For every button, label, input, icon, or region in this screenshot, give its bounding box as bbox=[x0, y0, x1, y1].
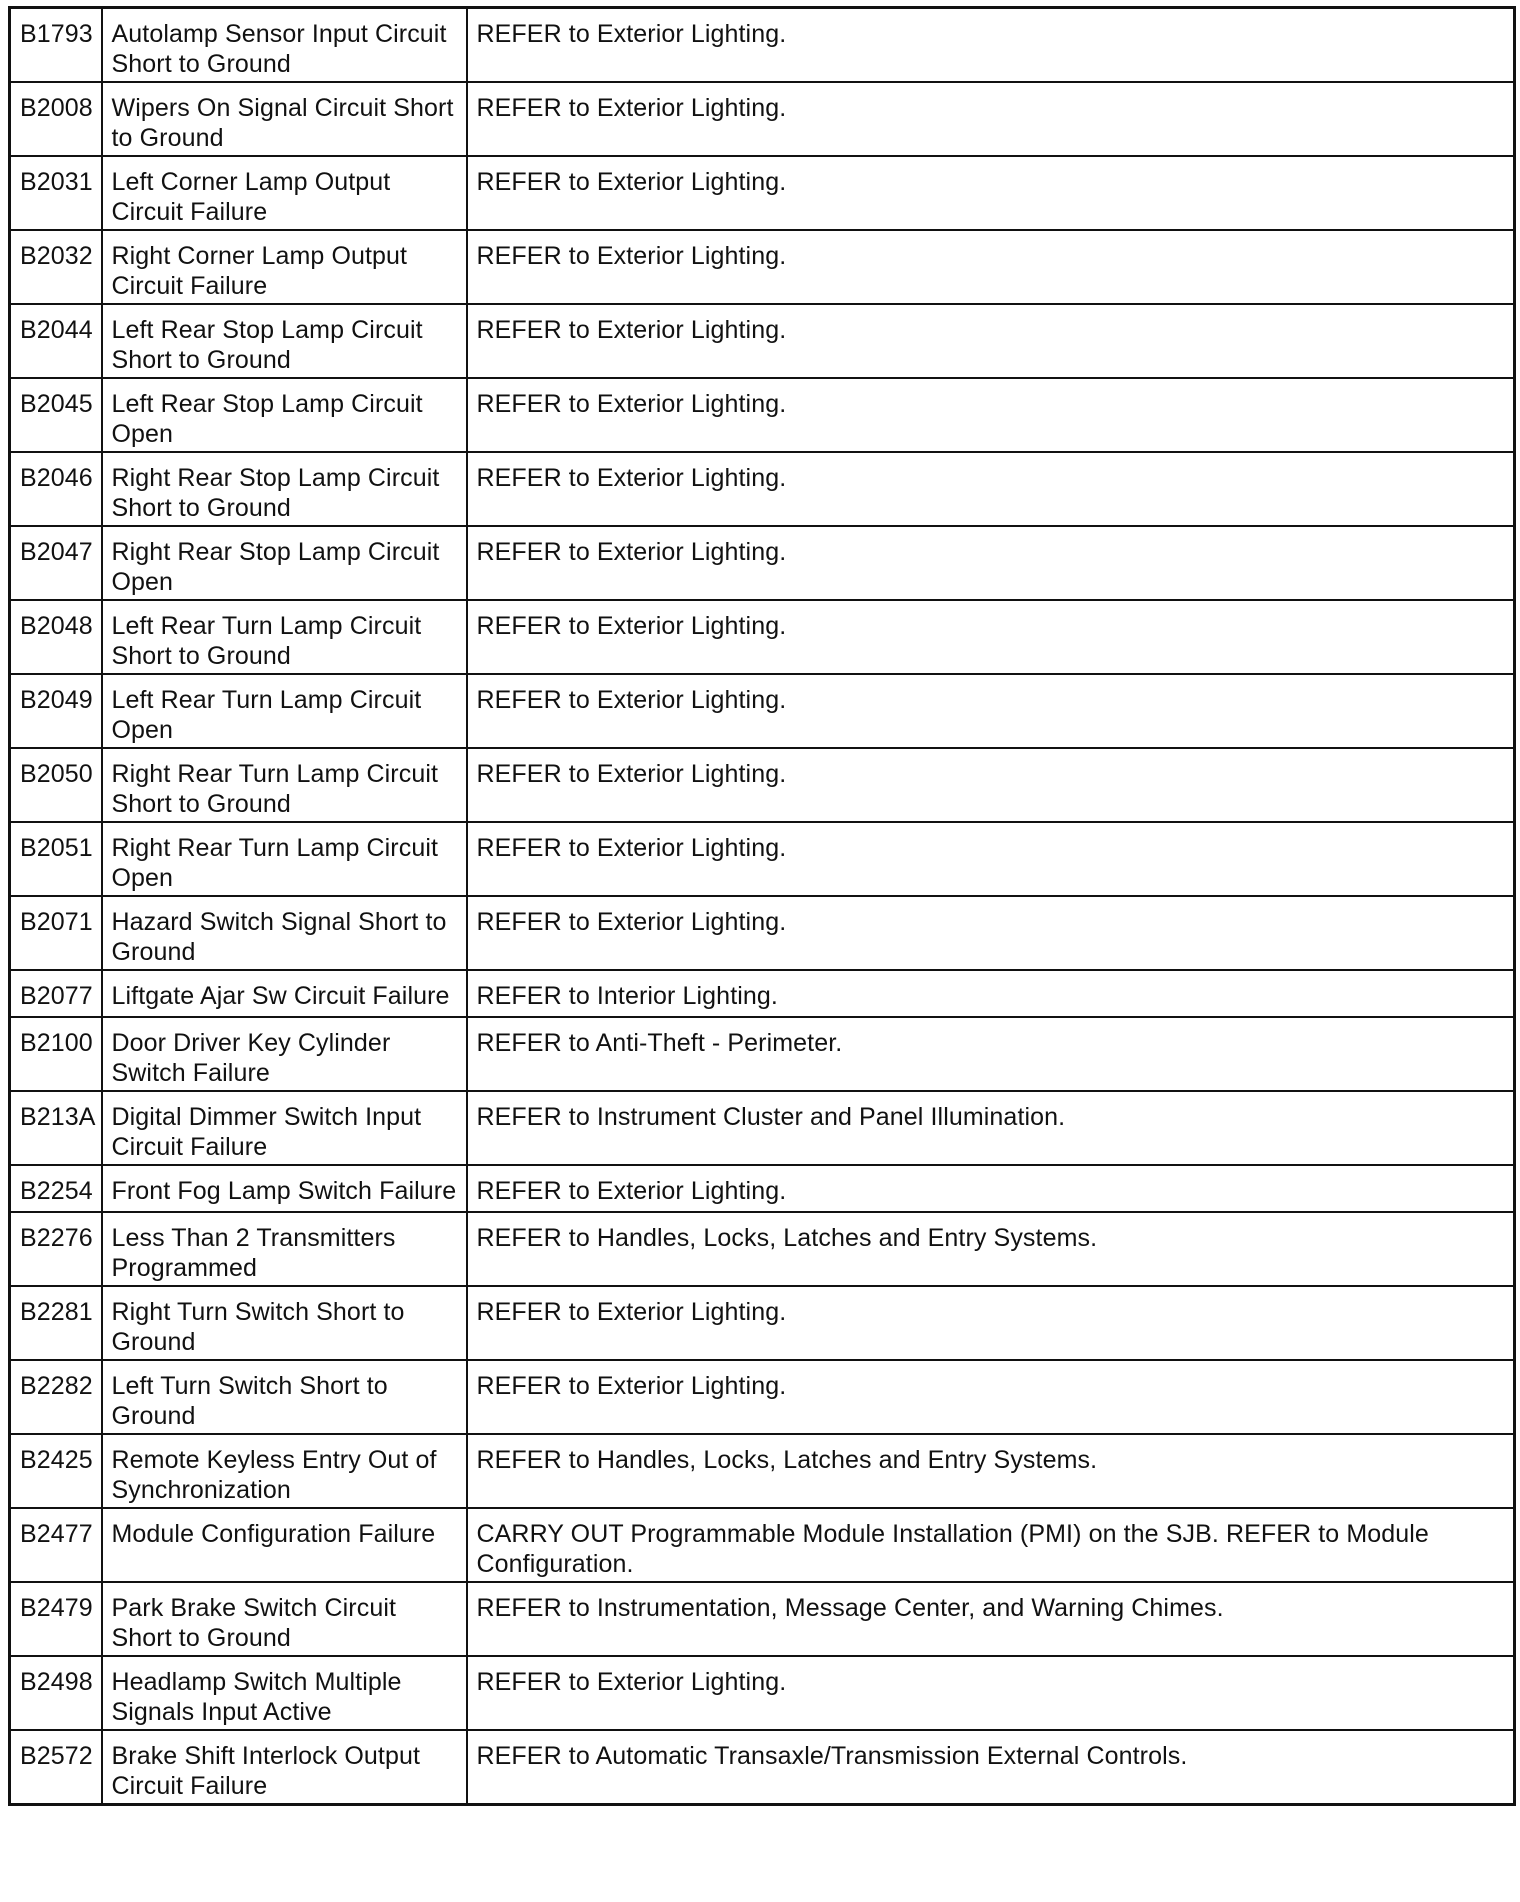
dtc-description-cell: Brake Shift Interlock Output Circuit Failure bbox=[102, 1730, 467, 1805]
dtc-action-cell: REFER to Exterior Lighting. bbox=[467, 156, 1515, 230]
table-row bbox=[10, 1508, 1515, 1582]
dtc-action-cell: REFER to Interior Lighting. bbox=[467, 970, 1515, 1017]
dtc-action-cell: REFER to Exterior Lighting. bbox=[467, 1656, 1515, 1730]
dtc-code-cell: B2479 bbox=[10, 1582, 102, 1656]
dtc-description-cell: Hazard Switch Signal Short to Ground bbox=[102, 896, 467, 970]
dtc-action-cell: REFER to Exterior Lighting. bbox=[467, 1165, 1515, 1212]
table-row bbox=[10, 1091, 1515, 1165]
table-row bbox=[10, 822, 1515, 896]
dtc-description-cell: Module Configuration Failure bbox=[102, 1508, 467, 1582]
dtc-action-cell: REFER to Exterior Lighting. bbox=[467, 230, 1515, 304]
dtc-description-cell: Digital Dimmer Switch Input Circuit Failure bbox=[102, 1091, 467, 1165]
dtc-description-cell: Autolamp Sensor Input Circuit Short to Ground bbox=[102, 8, 467, 83]
dtc-description-cell: Less Than 2 Transmitters Programmed bbox=[102, 1212, 467, 1286]
dtc-action-cell: REFER to Exterior Lighting. bbox=[467, 822, 1515, 896]
dtc-action-cell: REFER to Anti-Theft - Perimeter. bbox=[467, 1017, 1515, 1091]
dtc-action-cell: REFER to Exterior Lighting. bbox=[467, 378, 1515, 452]
table-row bbox=[10, 1656, 1515, 1730]
dtc-code-cell: B2572 bbox=[10, 1730, 102, 1805]
dtc-description-cell: Right Rear Turn Lamp Circuit Open bbox=[102, 822, 467, 896]
dtc-code-cell: B2047 bbox=[10, 526, 102, 600]
dtc-code-cell: B2048 bbox=[10, 600, 102, 674]
table-row bbox=[10, 526, 1515, 600]
dtc-code-cell: B2281 bbox=[10, 1286, 102, 1360]
table-row bbox=[10, 378, 1515, 452]
table-row bbox=[10, 1730, 1515, 1805]
dtc-code-cell: B1793 bbox=[10, 8, 102, 83]
dtc-description-cell: Right Rear Stop Lamp Circuit Short to Ground bbox=[102, 452, 467, 526]
dtc-action-cell: REFER to Exterior Lighting. bbox=[467, 1360, 1515, 1434]
dtc-description-cell: Front Fog Lamp Switch Failure bbox=[102, 1165, 467, 1212]
table-row bbox=[10, 674, 1515, 748]
table-row bbox=[10, 304, 1515, 378]
dtc-code-cell: B2276 bbox=[10, 1212, 102, 1286]
table-row bbox=[10, 452, 1515, 526]
dtc-action-cell: REFER to Exterior Lighting. bbox=[467, 526, 1515, 600]
table-row bbox=[10, 600, 1515, 674]
dtc-code-cell: B2071 bbox=[10, 896, 102, 970]
dtc-action-cell: REFER to Automatic Transaxle/Transmission External Controls. bbox=[467, 1730, 1515, 1805]
dtc-code-cell: B2498 bbox=[10, 1656, 102, 1730]
dtc-action-cell: REFER to Handles, Locks, Latches and Entry Systems. bbox=[467, 1212, 1515, 1286]
dtc-code-cell: B2050 bbox=[10, 748, 102, 822]
document-page bbox=[8, 6, 1513, 1806]
table-row bbox=[10, 82, 1515, 156]
dtc-action-cell: REFER to Exterior Lighting. bbox=[467, 1286, 1515, 1360]
dtc-action-cell: REFER to Exterior Lighting. bbox=[467, 82, 1515, 156]
dtc-code-cell: B2049 bbox=[10, 674, 102, 748]
dtc-code-cell: B2282 bbox=[10, 1360, 102, 1434]
dtc-description-cell: Right Rear Stop Lamp Circuit Open bbox=[102, 526, 467, 600]
dtc-action-cell: REFER to Instrument Cluster and Panel Illumination. bbox=[467, 1091, 1515, 1165]
dtc-description-cell: Right Rear Turn Lamp Circuit Short to Ground bbox=[102, 748, 467, 822]
table-row bbox=[10, 156, 1515, 230]
dtc-description-cell: Park Brake Switch Circuit Short to Ground bbox=[102, 1582, 467, 1656]
dtc-code-cell: B2425 bbox=[10, 1434, 102, 1508]
table-row bbox=[10, 8, 1515, 83]
dtc-description-cell: Door Driver Key Cylinder Switch Failure bbox=[102, 1017, 467, 1091]
table-row bbox=[10, 230, 1515, 304]
dtc-code-cell: B2044 bbox=[10, 304, 102, 378]
dtc-code-cell: B2045 bbox=[10, 378, 102, 452]
table-row bbox=[10, 1286, 1515, 1360]
dtc-description-cell: Left Rear Stop Lamp Circuit Open bbox=[102, 378, 467, 452]
dtc-table bbox=[8, 6, 1516, 1806]
dtc-code-cell: B2100 bbox=[10, 1017, 102, 1091]
dtc-code-cell: B2031 bbox=[10, 156, 102, 230]
dtc-description-cell: Wipers On Signal Circuit Short to Ground bbox=[102, 82, 467, 156]
dtc-description-cell: Liftgate Ajar Sw Circuit Failure bbox=[102, 970, 467, 1017]
table-row bbox=[10, 1017, 1515, 1091]
dtc-description-cell: Right Turn Switch Short to Ground bbox=[102, 1286, 467, 1360]
dtc-action-cell: CARRY OUT Programmable Module Installation (PMI) on the SJB. REFER to Module Configuration. bbox=[467, 1508, 1515, 1582]
dtc-code-cell: B2077 bbox=[10, 970, 102, 1017]
dtc-action-cell: REFER to Instrumentation, Message Center, and Warning Chimes. bbox=[467, 1582, 1515, 1656]
dtc-action-cell: REFER to Handles, Locks, Latches and Entry Systems. bbox=[467, 1434, 1515, 1508]
dtc-code-cell: B213A bbox=[10, 1091, 102, 1165]
dtc-description-cell: Left Turn Switch Short to Ground bbox=[102, 1360, 467, 1434]
table-row bbox=[10, 1582, 1515, 1656]
dtc-code-cell: B2254 bbox=[10, 1165, 102, 1212]
dtc-code-cell: B2008 bbox=[10, 82, 102, 156]
dtc-code-cell: B2032 bbox=[10, 230, 102, 304]
dtc-action-cell: REFER to Exterior Lighting. bbox=[467, 896, 1515, 970]
table-row bbox=[10, 970, 1515, 1017]
table-row bbox=[10, 1360, 1515, 1434]
dtc-action-cell: REFER to Exterior Lighting. bbox=[467, 452, 1515, 526]
dtc-description-cell: Left Rear Turn Lamp Circuit Open bbox=[102, 674, 467, 748]
table-row bbox=[10, 1434, 1515, 1508]
dtc-code-cell: B2477 bbox=[10, 1508, 102, 1582]
dtc-description-cell: Left Rear Turn Lamp Circuit Short to Ground bbox=[102, 600, 467, 674]
dtc-code-cell: B2051 bbox=[10, 822, 102, 896]
dtc-description-cell: Right Corner Lamp Output Circuit Failure bbox=[102, 230, 467, 304]
dtc-action-cell: REFER to Exterior Lighting. bbox=[467, 748, 1515, 822]
dtc-action-cell: REFER to Exterior Lighting. bbox=[467, 600, 1515, 674]
table-row bbox=[10, 1212, 1515, 1286]
dtc-description-cell: Left Corner Lamp Output Circuit Failure bbox=[102, 156, 467, 230]
dtc-action-cell: REFER to Exterior Lighting. bbox=[467, 8, 1515, 83]
dtc-action-cell: REFER to Exterior Lighting. bbox=[467, 674, 1515, 748]
dtc-description-cell: Headlamp Switch Multiple Signals Input Active bbox=[102, 1656, 467, 1730]
dtc-description-cell: Remote Keyless Entry Out of Synchronization bbox=[102, 1434, 467, 1508]
dtc-code-cell: B2046 bbox=[10, 452, 102, 526]
dtc-action-cell: REFER to Exterior Lighting. bbox=[467, 304, 1515, 378]
table-row bbox=[10, 896, 1515, 970]
dtc-description-cell: Left Rear Stop Lamp Circuit Short to Ground bbox=[102, 304, 467, 378]
table-row bbox=[10, 748, 1515, 822]
table-row bbox=[10, 1165, 1515, 1212]
